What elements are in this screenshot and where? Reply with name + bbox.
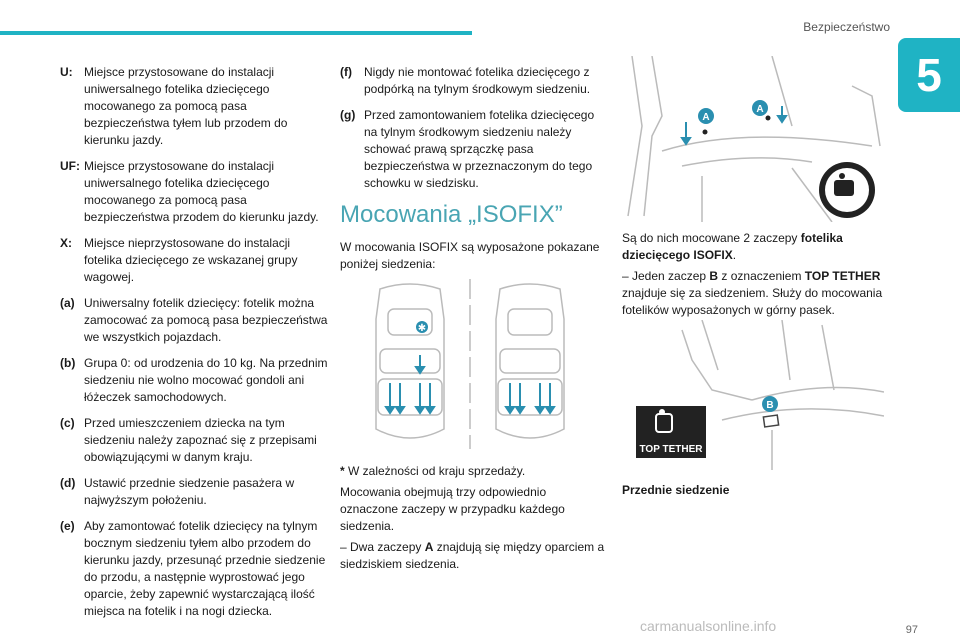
item-text: Grupa 0: od urodzenia do 10 kg. Na przednim siedzeniu nie wolno mocować gondoli ani łóżeczek samochodowych. <box>84 356 328 404</box>
isofix-symbol-icon <box>819 162 875 218</box>
isofix-seat-photo <box>622 56 884 222</box>
item-key: (d) <box>60 476 76 490</box>
item-key: (f) <box>340 65 352 79</box>
col1-item <box>60 235 328 286</box>
column-2 <box>340 64 606 577</box>
column-1 <box>60 64 328 629</box>
chapter-title: Bezpieczeństwo <box>803 20 890 34</box>
item-key: UF: <box>60 159 80 173</box>
col1-item <box>60 475 328 509</box>
col1-item <box>60 355 328 406</box>
page-number: 97 <box>905 624 918 636</box>
item-text: Przed zamontowaniem fotelika dziecięcego na tylnym środkowym siedzeniu należy schować prawą sprzączkę pasa bezpieczeństwa w przeznaczonym do tego schowku w siedzisku. <box>364 108 595 190</box>
figure-caption: Przednie siedzenie <box>622 483 730 497</box>
col1-item <box>60 518 328 620</box>
top-tether-seat-photo <box>622 320 884 470</box>
watermark: carmanualsonline.info <box>640 618 777 634</box>
item-text: Miejsce nieprzystosowane do instalacji fotelika dziecięcego ze wskazanej grupy wagowej. <box>84 236 298 284</box>
col2-item <box>340 107 606 192</box>
item-text: Nigdy nie montować fotelika dziecięcego z podpórką na tylnym środkowym siedzeniu. <box>364 65 591 96</box>
top-tether-text: – Jeden zaczep B z oznaczeniem TOP TETHER znajduje się za siedzeniem. Służy do mocowania fotelików wyposażonych w górny pasek. <box>622 269 883 317</box>
chapter-number-badge: 5 <box>898 38 960 112</box>
isofix-child-seat-text: Są do nich mocowane 2 zaczepy fotelika dziecięcego ISOFIX. <box>622 231 843 262</box>
item-text: Miejsce przystosowane do instalacji uniwersalnego fotelika dziecięcego mocowanego za pomocą pasa bezpieczeństwa przodem do kierunku jazdy. <box>84 159 319 224</box>
top-tether-symbol-icon <box>636 406 706 458</box>
isofix-anchor-a-text: – Dwa zaczepy A znajdują się między oparciem a siedziskiem siedzenia. <box>340 540 605 571</box>
item-text: Uniwersalny fotelik dziecięcy: fotelik można zamocować za pomocą pasa bezpieczeństwa we wszystkich pojazdach. <box>84 296 328 344</box>
item-key: (c) <box>60 416 75 430</box>
item-key: X: <box>60 236 72 250</box>
item-key: (b) <box>60 356 76 370</box>
col1-item <box>60 158 328 226</box>
footnote: * W zależności od kraju sprzedaży. <box>340 464 526 478</box>
item-text: Przed umieszczeniem dziecka na tym siedzeniu należy zapoznać się z przepisami obowiązującymi w danym kraju. <box>84 416 317 464</box>
col1-item <box>60 64 328 149</box>
item-key: (e) <box>60 519 75 533</box>
header-accent-bar <box>0 31 472 35</box>
item-key: (g) <box>340 108 356 122</box>
car-top-view-left <box>376 284 444 438</box>
col2-item <box>340 64 606 98</box>
isofix-intro: W mocowania ISOFIX są wyposażone pokazane poniżej siedzenia: <box>340 240 600 271</box>
section-title-isofix: Mocowania „ISOFIX” <box>340 201 563 228</box>
anchor-b-label: B <box>766 400 774 411</box>
star-marker-icon <box>416 321 428 334</box>
anchor-a-label-1: A <box>702 112 710 123</box>
item-key: (a) <box>60 296 75 310</box>
isofix-anchors-text: Mocowania obejmują trzy odpowiednio oznaczone zaczepy w przypadku każdego siedzenia. <box>340 485 565 533</box>
svg-text:✱: ✱ <box>417 323 427 334</box>
item-text: Ustawić przednie siedzenie pasażera w najwyższym położeniu. <box>84 476 295 507</box>
item-key: U: <box>60 65 73 79</box>
top-tether-label: TOP TETHER <box>639 444 703 455</box>
item-text: Aby zamontować fotelik dziecięcy na tylnym bocznym siedzeniu tyłem albo przodem do kierunku jazdy, przesunąć przednie siedzenie do przodu, a następnie wyprostować jego oparcie, żeby zapewnić wystarczającą ilość miejsca na fotelik i na nogi dziecka. <box>84 519 326 618</box>
column-3 <box>622 230 884 323</box>
isofix-seat-diagram <box>340 279 606 455</box>
car-top-view-right <box>496 284 564 438</box>
col1-item <box>60 415 328 466</box>
item-text: Miejsce przystosowane do instalacji uniwersalnego fotelika dziecięcego mocowanego za pomocą pasa bezpieczeństwa tyłem lub przodem do kierunku jazdy. <box>84 65 288 147</box>
col1-item <box>60 295 328 346</box>
anchor-a-label-2: A <box>756 104 764 115</box>
